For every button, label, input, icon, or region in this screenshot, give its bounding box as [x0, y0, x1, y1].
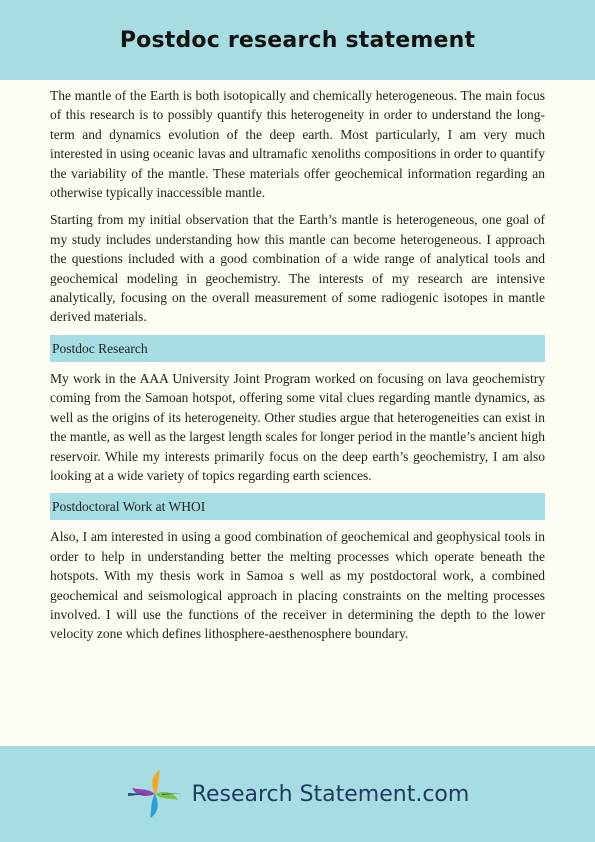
pinwheel-logo-icon — [126, 766, 184, 822]
page-title: Postdoc research statement — [119, 27, 476, 53]
header-band — [0, 0, 595, 80]
footer-band — [0, 746, 595, 842]
footer-brand-text: Research Statement.com — [191, 781, 470, 807]
intro-paragraph-1: The mantle of the Earth is both isotopically and chemically heterogeneous. The main focus of this research is to possibly quantify this heterogeneity in order to understand the long-term and dynamics evolution of the deep earth. Most particularly, I am very much interested in using oceanic lavas and ultramafic xenoliths compositions in order to quantify the variability of the mantle. These materials offer geochemical information regarding an otherwise typically inaccessible mantle. — [50, 88, 545, 201]
document-body — [50, 86, 545, 652]
footer-logo[interactable] — [126, 766, 470, 822]
section-heading-postdoctoral-work-whoi: Postdoctoral Work at WHOI — [50, 493, 545, 520]
section-paragraph-postdoctoral-work-whoi: Also, I am interested in using a good combination of geochemical and geophysical tools in order to help in understanding better the melting processes which operate beneath the hotspots. With my thesis work in Samoa s well as my postdoctoral work, a combined geochemical and seismological approach in placing constraints on the melting processes involved. I will use the functions of the receiver in determining the depth to the lower velocity zone which defines lithosphere-aesthenosphere boundary. — [50, 529, 545, 642]
section-heading-postdoc-research: Postdoc Research — [50, 335, 545, 362]
intro-paragraph-2: Starting from my initial observation that the Earth’s mantle is heterogeneous, one goal of my study includes understanding how this mantle can become heterogeneous. I approach the questions included with a good combination of a wide range of analytical tools and geochemical modeling in geochemistry. The interests of my research are intensive analytically, focusing on the overall measurement of some radiogenic isotopes in mantle derived materials. — [50, 212, 545, 325]
section-paragraph-postdoc-research: My work in the AAA University Joint Program worked on focusing on lava geochemistry coming from the Samoan hotspot, offering some vital clues regarding mantle dynamics, as well as the origins of its heterogeneity. Other studies argue that heterogeneities can exist in the mantle, as well as the largest length scales for longer period in the mantle’s ancient high reservoir. While my interests primarily focus on the deep earth’s geochemistry, I am also looking at a wide variety of topics regarding earth sciences. — [50, 370, 545, 483]
